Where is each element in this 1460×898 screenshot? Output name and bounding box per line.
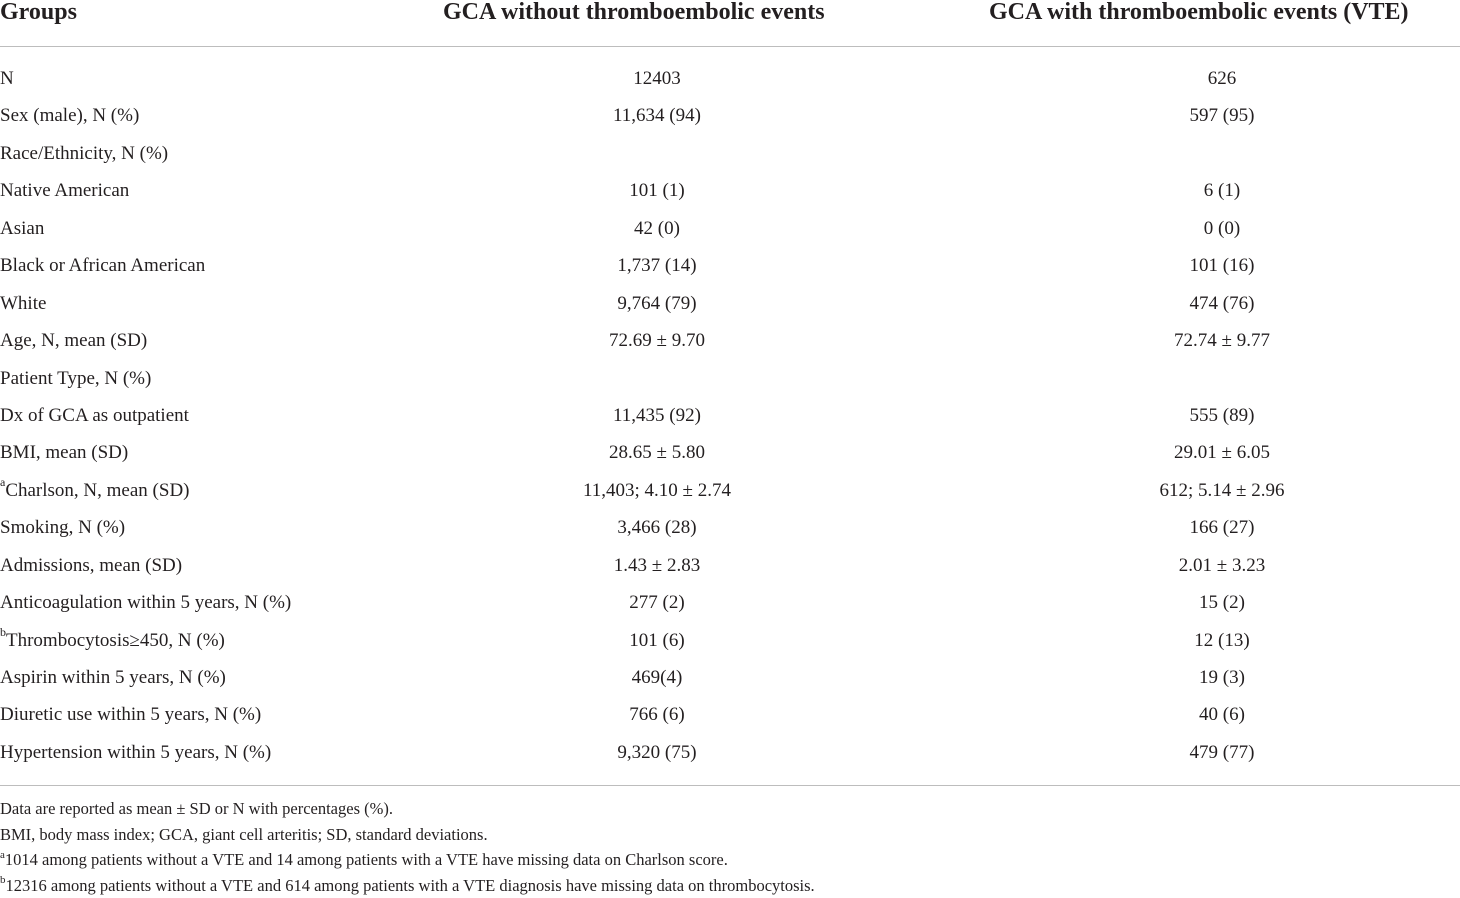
- table-row: [0, 659, 1460, 696]
- row-label: Patient Type, N (%): [0, 360, 151, 397]
- cell-without-events: 277 (2): [457, 584, 857, 621]
- row-label: Smoking, N (%): [0, 509, 125, 546]
- footnote: Data are reported as mean ± SD or N with percentages (%).: [0, 796, 1460, 822]
- cell-with-events: 479 (77): [1022, 734, 1422, 771]
- cell-with-events: 12 (13): [1022, 622, 1422, 659]
- cell-without-events: 11,435 (92): [457, 397, 857, 434]
- row-label: Aspirin within 5 years, N (%): [0, 659, 226, 696]
- row-label: BMI, mean (SD): [0, 434, 128, 471]
- row-label: Black or African American: [0, 247, 205, 284]
- cell-with-events: 6 (1): [1022, 172, 1422, 209]
- cell-with-events: 626: [1022, 60, 1422, 97]
- cell-with-events: 29.01 ± 6.05: [1022, 434, 1422, 471]
- table-row: [0, 172, 1460, 209]
- cell-with-events: 166 (27): [1022, 509, 1422, 546]
- table-row: [0, 60, 1460, 97]
- cell-without-events: 9,320 (75): [457, 734, 857, 771]
- row-label: Hypertension within 5 years, N (%): [0, 734, 271, 771]
- footnote-marker: b: [0, 874, 6, 886]
- footer-rule: [0, 785, 1460, 786]
- row-label: Admissions, mean (SD): [0, 547, 182, 584]
- row-label: Native American: [0, 172, 129, 209]
- cell-with-events: 612; 5.14 ± 2.96: [1022, 472, 1422, 509]
- cell-with-events: 597 (95): [1022, 97, 1422, 134]
- cell-with-events: 15 (2): [1022, 584, 1422, 621]
- table-row: [0, 509, 1460, 546]
- row-label: Asian: [0, 210, 44, 247]
- cell-with-events: 19 (3): [1022, 659, 1422, 696]
- table-footnotes: [0, 796, 1460, 898]
- header-gca-with-events: GCA with thromboembolic events (VTE): [989, 0, 1409, 28]
- table-row: [0, 97, 1460, 134]
- row-label-superscript: b: [0, 625, 6, 639]
- cell-without-events: 1,737 (14): [457, 247, 857, 284]
- cell-with-events: 72.74 ± 9.77: [1022, 322, 1422, 359]
- row-label: Diuretic use within 5 years, N (%): [0, 696, 261, 733]
- cell-without-events: 12403: [457, 60, 857, 97]
- table-row: [0, 434, 1460, 471]
- row-label: Sex (male), N (%): [0, 97, 139, 134]
- table-row: [0, 135, 1460, 172]
- cell-with-events: 0 (0): [1022, 210, 1422, 247]
- cell-without-events: 101 (1): [457, 172, 857, 209]
- row-label: Age, N, mean (SD): [0, 322, 147, 359]
- cell-with-events: 40 (6): [1022, 696, 1422, 733]
- table-row: [0, 547, 1460, 584]
- table-row: [0, 622, 1460, 659]
- cell-without-events: 766 (6): [457, 696, 857, 733]
- row-label: Race/Ethnicity, N (%): [0, 135, 168, 172]
- table-row: [0, 397, 1460, 434]
- cell-with-events: 101 (16): [1022, 247, 1422, 284]
- cell-without-events: 1.43 ± 2.83: [457, 547, 857, 584]
- header-rule: [0, 46, 1460, 47]
- footnote: BMI, body mass index; GCA, giant cell arteritis; SD, standard deviations.: [0, 822, 1460, 848]
- row-label: Anticoagulation within 5 years, N (%): [0, 584, 291, 621]
- footnote: $^a$1014 among patients without a VTE and 14 among patients with a VTE have missing data on Charlson score.: [0, 847, 1460, 873]
- header-gca-without-events: GCA without thromboembolic events: [443, 0, 825, 28]
- table-row: [0, 210, 1460, 247]
- footnote: $^b$12316 among patients without a VTE and 614 among patients with a VTE diagnosis have missing data on thrombocytosis.: [0, 873, 1460, 898]
- cell-without-events: 72.69 ± 9.70: [457, 322, 857, 359]
- row-label: White: [0, 285, 46, 322]
- cell-without-events: 9,764 (79): [457, 285, 857, 322]
- cell-without-events: 11,403; 4.10 ± 2.74: [457, 472, 857, 509]
- cell-without-events: 3,466 (28): [457, 509, 857, 546]
- table-row: [0, 285, 1460, 322]
- table-row: [0, 696, 1460, 733]
- cell-without-events: 28.65 ± 5.80: [457, 434, 857, 471]
- row-label: N: [0, 60, 14, 97]
- cell-without-events: 42 (0): [457, 210, 857, 247]
- table-row: [0, 734, 1460, 771]
- cell-without-events: 469(4): [457, 659, 857, 696]
- cell-without-events: 101 (6): [457, 622, 857, 659]
- table-body: [0, 60, 1460, 771]
- table-row: [0, 247, 1460, 284]
- cell-with-events: 555 (89): [1022, 397, 1422, 434]
- table-row: [0, 584, 1460, 621]
- cell-with-events: 2.01 ± 3.23: [1022, 547, 1422, 584]
- cell-with-events: 474 (76): [1022, 285, 1422, 322]
- row-label: $^b$Thrombocytosis≥450, N (%): [0, 622, 225, 659]
- table-row: [0, 472, 1460, 509]
- row-label: Dx of GCA as outpatient: [0, 397, 189, 434]
- header-groups: Groups: [0, 0, 77, 28]
- cell-without-events: 11,634 (94): [457, 97, 857, 134]
- footnote-marker: a: [0, 849, 5, 861]
- row-label: $^a$Charlson, N, mean (SD): [0, 472, 190, 509]
- table-header-row: [0, 0, 1460, 46]
- row-label-superscript: a: [0, 475, 5, 489]
- table-row: [0, 360, 1460, 397]
- table-row: [0, 322, 1460, 359]
